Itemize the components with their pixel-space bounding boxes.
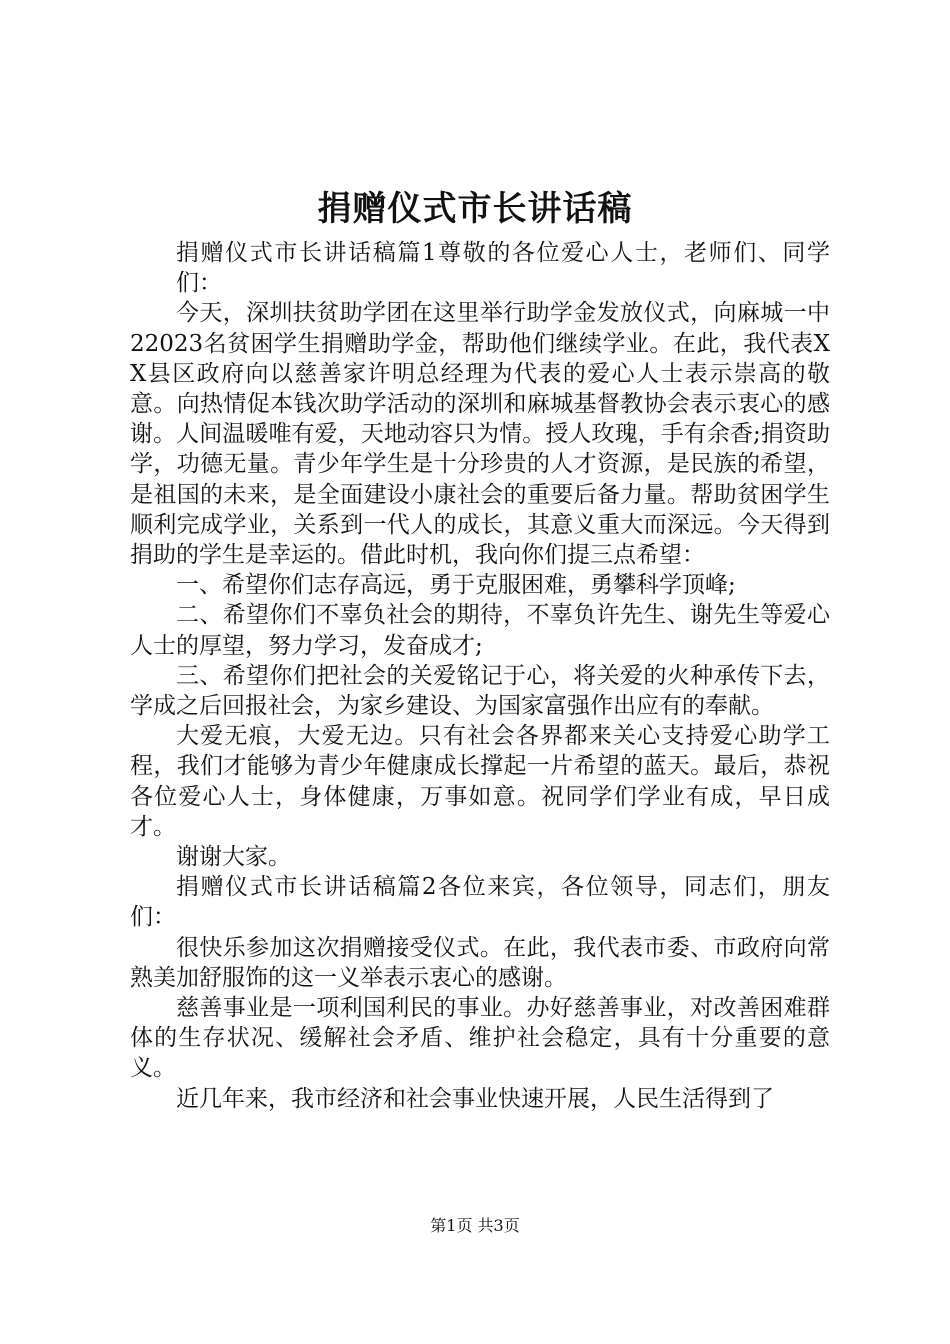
paragraph: 捐赠仪式市长讲话稿篇2各位来宾，各位领导，同志们，朋友们：: [130, 874, 830, 931]
paragraph: 慈善事业是一项利国利民的事业。办好慈善事业，对改善困难群体的生存状况、缓解社会矛盾、维护社会稳定，具有十分重要的意义。: [130, 995, 830, 1082]
page-number: 第1页 共3页: [430, 1216, 520, 1235]
paragraph: 谢谢大家。: [176, 844, 291, 871]
paragraph: 三、希望你们把社会的关爱铭记于心，将关爱的火种承传下去，学成之后回报社会，为家乡建设、为国家富强作出应有的奉献。: [130, 662, 830, 720]
paragraph: 今天，深圳扶贫助学团在这里举行助学金发放仪式，向麻城一中22023名贫困学生捐赠助学金，帮助他们继续学业。在此，我代表XX县区政府向以慈善家许明总经理为代表的爱心人士表示崇高的敬意。向热情促本钱次助学活动的深圳和麻城基督教协会表示衷心的感谢。人间温暖唯有爱，天地动容只为情。授人玫瑰，手有余香;捐资助学，功德无量。青少年学生是十分珍贵的人才资源，是民族的希望，是祖国的未来，是全面建设小康社会的重要后备力量。帮助贫困学生顺利完成学业，关系到一代人的成长，其意义重大而深远。今天得到捐助的学生是幸运的。借此时机，我向你们提三点希望：: [130, 300, 830, 569]
document-title: 捐赠仪式市长讲话稿: [317, 189, 633, 229]
paragraph-intro: 捐赠仪式市长讲话稿篇1尊敬的各位爱心人士，老师们、同学们：: [176, 240, 830, 297]
paragraph: 二、希望你们不辜负社会的期待，不辜负许先生、谢先生等爱心人士的厚望，努力学习，发奋成才;: [130, 602, 830, 659]
paragraph: 近几年来，我市经济和社会事业快速开展，人民生活得到了: [176, 1085, 774, 1112]
paragraph: 一、希望你们志存高远，勇于克服困难，勇攀科学顶峰;: [176, 572, 736, 599]
paragraph: 很快乐参加这次捐赠接受仪式。在此，我代表市委、市政府向常熟美加舒服饰的这一义举表示衷心的感谢。: [130, 934, 830, 991]
document-body: [130, 238, 830, 1114]
paragraph: 大爱无痕，大爱无边。只有社会各界都来关心支持爱心助学工程，我们才能够为青少年健康成长撑起一片希望的蓝天。最后，恭祝各位爱心人士，身体健康，万事如意。祝同学们学业有成，早日成才。: [130, 723, 830, 840]
